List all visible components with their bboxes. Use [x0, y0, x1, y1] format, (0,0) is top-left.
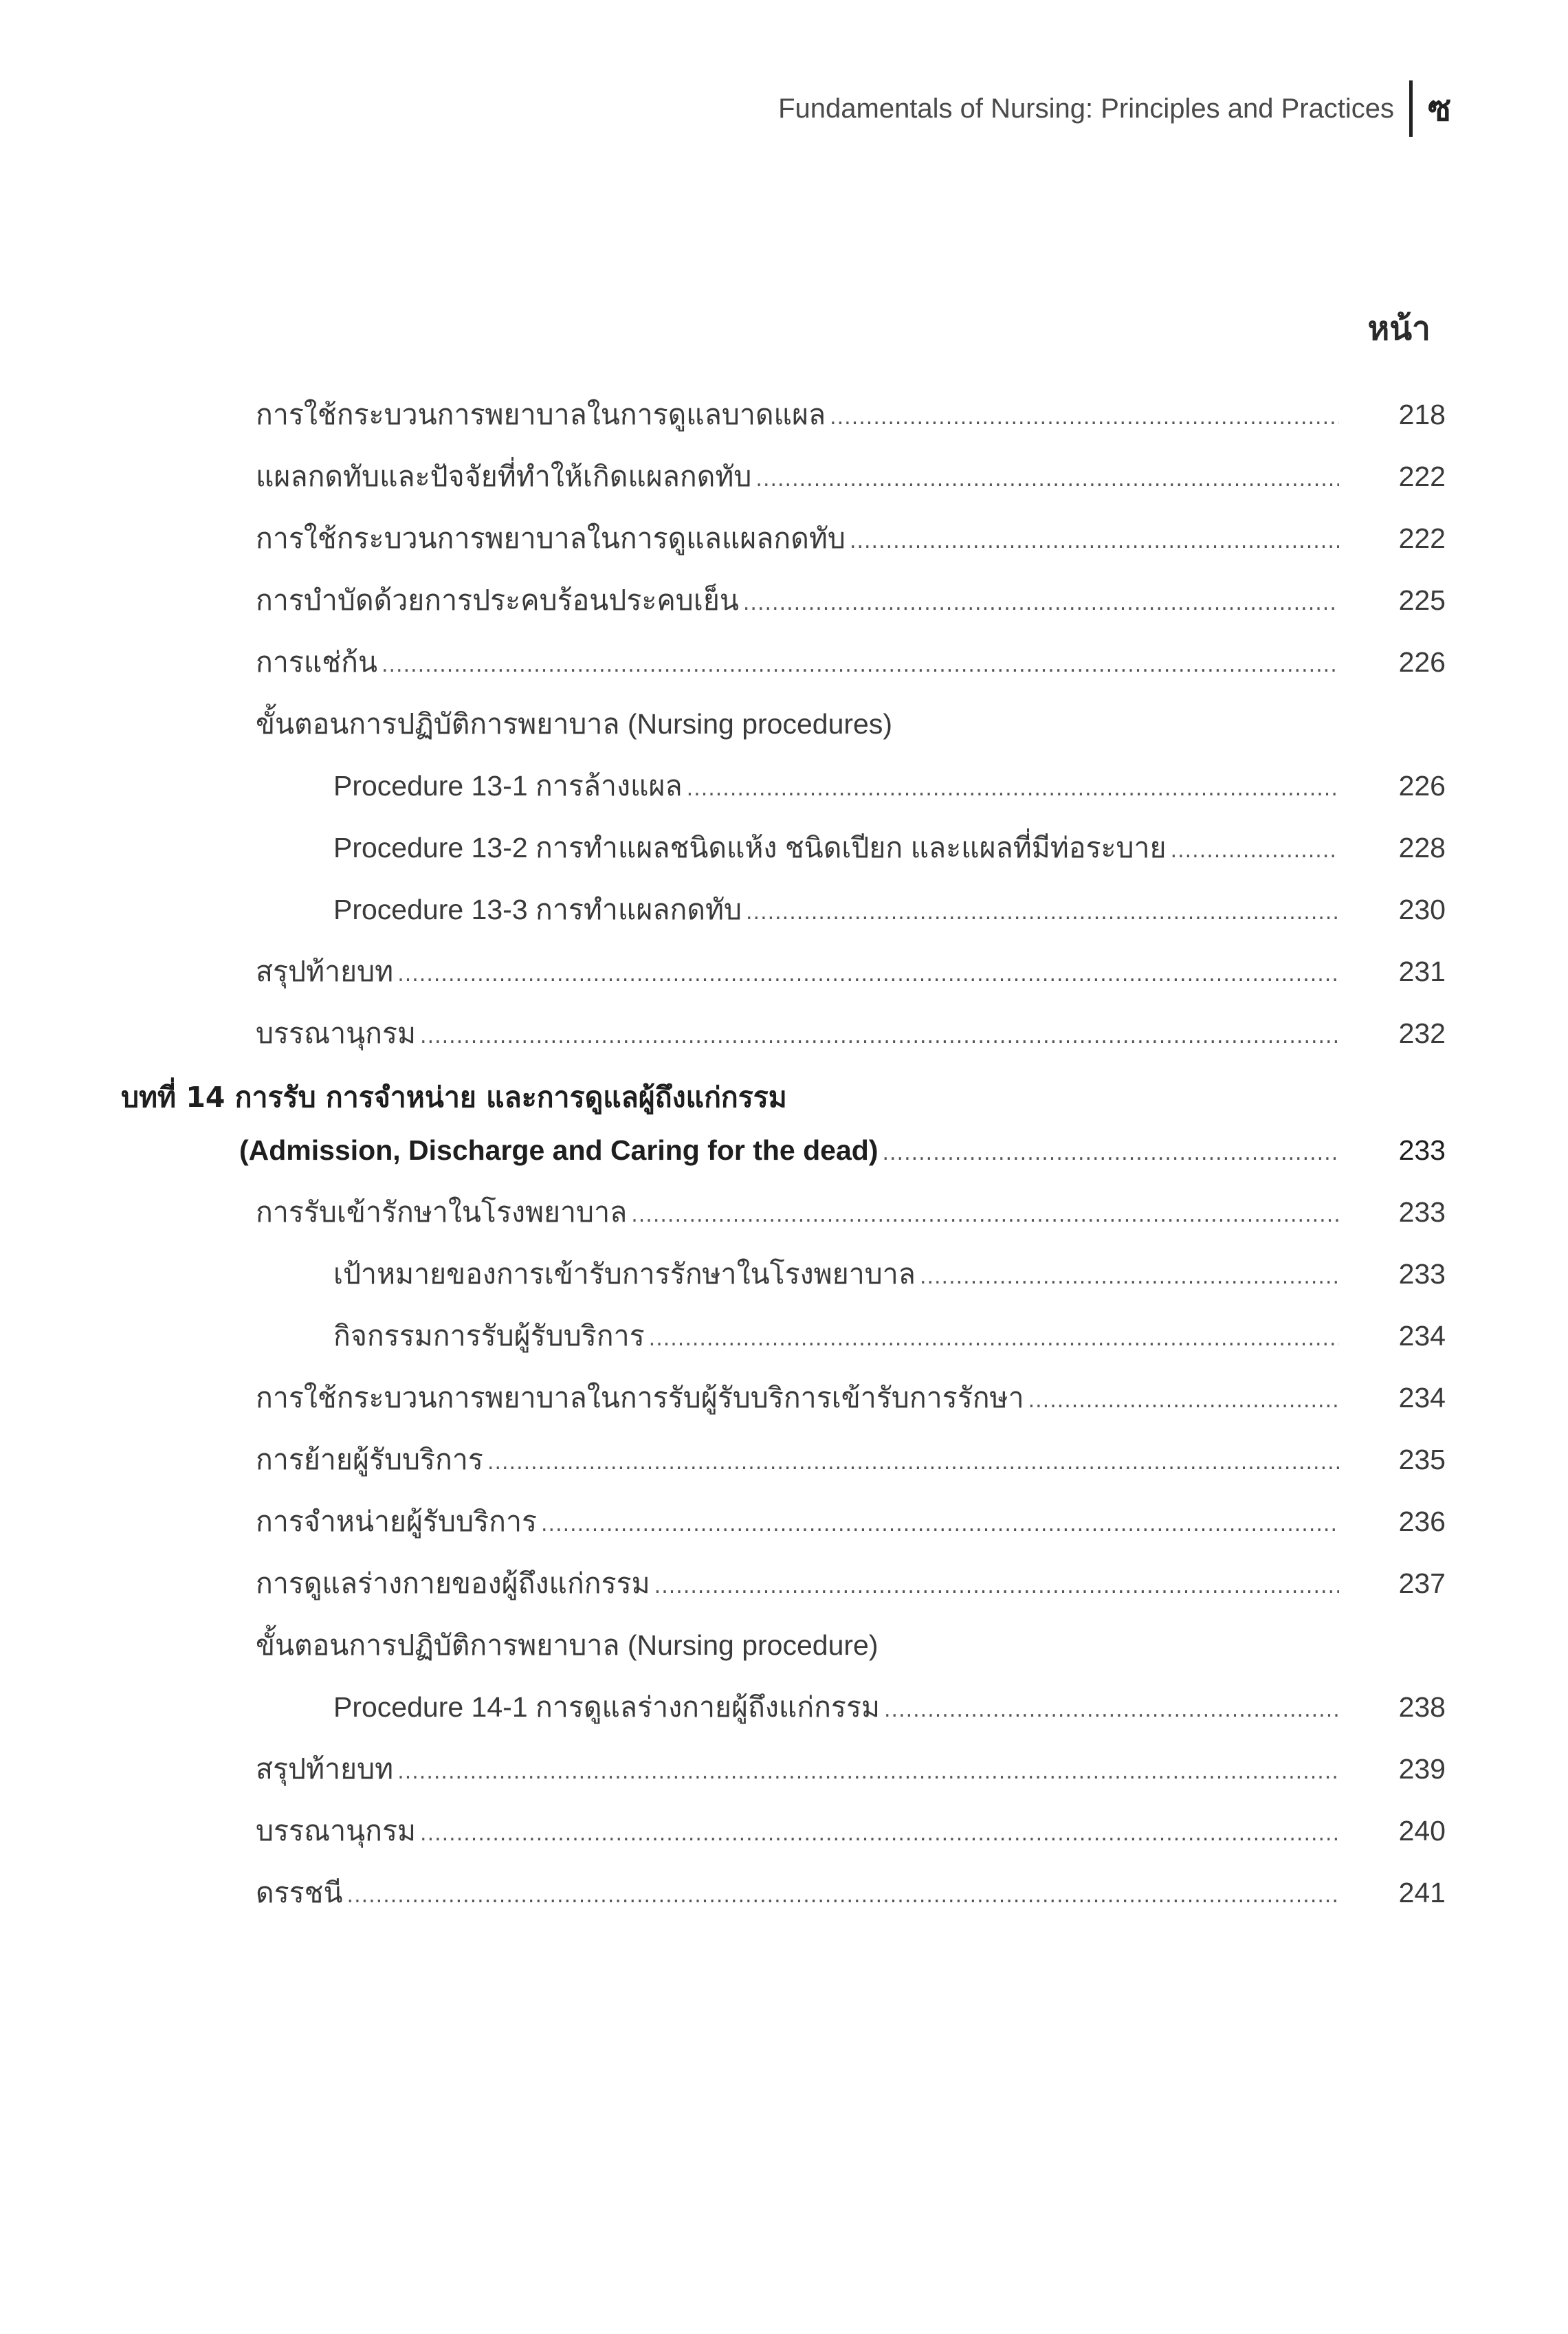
toc-entry: [256, 641, 1446, 686]
toc-entry-label: การใช้กระบวนการพยาบาลในการดูแลแผลกดทับ: [256, 522, 846, 555]
dot-leader: [649, 1319, 1339, 1360]
toc-entry-label: เป้าหมายของการเข้ารับการรักษาในโรงพยาบาล: [333, 1257, 916, 1290]
toc-entry-label: สรุปท้ายบท: [256, 955, 394, 988]
toc-entry-page: 234: [1398, 1382, 1446, 1413]
dot-leader: [631, 1195, 1339, 1236]
chapter-subtitle-entry: [239, 1130, 1446, 1174]
toc-entry: [333, 765, 1446, 810]
toc-entry-label: ดรรชนี: [256, 1876, 343, 1909]
toc-entry: [333, 1686, 1446, 1731]
toc-entry: [256, 1013, 1446, 1057]
toc-entry-label: ขั้นตอนการปฏิบัติการพยาบาล (Nursing procedures): [256, 708, 893, 740]
toc-entry: [256, 1872, 1446, 1917]
toc-entry-page: 239: [1398, 1753, 1446, 1785]
dot-leader: [397, 1752, 1339, 1793]
toc-entry-label: บรรณานุกรม: [256, 1017, 417, 1050]
toc-entry: [256, 456, 1446, 500]
toc-entry-page: 233: [1398, 1196, 1446, 1228]
toc-entry-page: 236: [1398, 1506, 1446, 1537]
toc-entry-page: 225: [1398, 584, 1446, 616]
running-header: [778, 81, 1451, 136]
dot-leader: [397, 954, 1339, 995]
toc-entry-label: แผลกดทับและปัจจัยที่ทำให้เกิดแผลกดทับ: [256, 460, 752, 493]
dot-leader: [743, 583, 1339, 624]
toc-entry: [256, 1563, 1446, 1607]
toc-entry: [256, 1439, 1446, 1484]
toc-entry-label: Procedure 13-1 การล้างแผล: [333, 770, 683, 802]
toc-entry: [256, 951, 1446, 995]
dot-leader: [420, 1814, 1339, 1855]
dot-leader: [687, 769, 1339, 810]
chapter-subtitle: (Admission, Discharge and Caring for the dead): [239, 1134, 879, 1166]
toc-entry: [333, 889, 1446, 934]
dot-leader: [755, 459, 1339, 500]
toc-entry-page: 240: [1398, 1815, 1446, 1847]
toc-entry-label: บรรณานุกรม: [256, 1814, 417, 1847]
toc-entry: [333, 827, 1446, 872]
toc-entry-page: 232: [1398, 1017, 1446, 1049]
chapter-title: บทที่ 14 การรับ การจำหน่าย และการดูแลผู้ถึงแก่กรรม: [121, 1081, 787, 1114]
toc-entry: [333, 1315, 1446, 1360]
dot-leader: [830, 397, 1339, 439]
toc-entry-label: การแช่ก้น: [256, 646, 377, 679]
dot-leader: [920, 1257, 1339, 1298]
toc-entry-label: สรุปท้ายบท: [256, 1752, 394, 1785]
toc-entry-label: การบำบัดด้วยการประคบร้อนประคบเย็น: [256, 584, 739, 617]
toc-entry: [256, 1377, 1446, 1422]
toc-entry-label: Procedure 14-1 การดูแลร่างกายผู้ถึงแก่กรรม: [333, 1691, 880, 1723]
toc-entry-page: 222: [1398, 461, 1446, 492]
toc-entry-label: ขั้นตอนการปฏิบัติการพยาบาล (Nursing procedure): [256, 1629, 879, 1661]
dot-leader: [382, 645, 1339, 686]
toc-entry: [256, 1748, 1446, 1793]
dot-leader: [882, 1133, 1339, 1174]
toc-entry: [333, 1253, 1446, 1298]
toc-entry: [256, 1501, 1446, 1545]
page-number-letter: ซ: [1428, 88, 1451, 129]
toc-section-heading: [256, 703, 1339, 745]
toc-entry-page: 222: [1398, 522, 1446, 554]
dot-leader: [1028, 1380, 1339, 1422]
toc-entry-page: 234: [1398, 1320, 1446, 1352]
book-title: Fundamentals of Nursing: Principles and Practices: [778, 93, 1395, 124]
toc-entry-label: การดูแลร่างกายของผู้ถึงแก่กรรม: [256, 1567, 650, 1600]
toc-entry-page: 233: [1398, 1134, 1446, 1166]
dot-leader: [884, 1690, 1339, 1731]
toc-entry-page: 218: [1398, 399, 1446, 430]
toc-section-heading: [256, 1625, 1339, 1666]
toc-entry-page: 235: [1398, 1444, 1446, 1475]
toc-entry-page: 231: [1398, 956, 1446, 987]
toc-entry-page: 228: [1398, 832, 1446, 863]
toc-entry-page: 237: [1398, 1567, 1446, 1599]
toc-entry: [256, 1810, 1446, 1855]
toc-entry-page: 230: [1398, 894, 1446, 925]
dot-leader: [487, 1442, 1339, 1484]
toc-entry-page: 226: [1398, 770, 1446, 802]
toc-entry: [256, 580, 1446, 624]
header-divider: [1409, 80, 1413, 137]
toc-entry-label: กิจกรรมการรับผู้รับบริการ: [333, 1319, 645, 1352]
page-column-heading: หน้า: [1367, 309, 1431, 348]
dot-leader: [746, 892, 1339, 934]
toc-entry-label: การใช้กระบวนการพยาบาลในการดูแลบาดแผล: [256, 398, 826, 431]
dot-leader: [850, 521, 1339, 562]
toc-entry: [256, 1191, 1446, 1236]
toc-entry-label: Procedure 13-2 การทำแผลชนิดแห้ง ชนิดเปียก และแผลที่มีท่อระบาย: [333, 832, 1167, 863]
toc-entry-page: 241: [1398, 1877, 1446, 1908]
toc-entry-label: การใช้กระบวนการพยาบาลในการรับผู้รับบริการเข้ารับการรักษา: [256, 1381, 1024, 1414]
toc-entry-page: 238: [1398, 1691, 1446, 1723]
dot-leader: [420, 1016, 1339, 1057]
dot-leader: [1171, 830, 1339, 872]
toc-entry: [256, 394, 1446, 439]
toc-entry-label: การรับเข้ารักษาในโรงพยาบาล: [256, 1196, 628, 1229]
dot-leader: [541, 1504, 1339, 1545]
toc-entry: [256, 518, 1446, 562]
toc-entry-label: การจำหน่ายผู้รับบริการ: [256, 1505, 537, 1538]
toc-entry-label: Procedure 13-3 การทำแผลกดทับ: [333, 894, 742, 925]
dot-leader: [654, 1566, 1339, 1607]
toc-entry-label: การย้ายผู้รับบริการ: [256, 1443, 483, 1476]
toc-entry-page: 226: [1398, 646, 1446, 678]
dot-leader: [347, 1875, 1339, 1917]
toc-entry-page: 233: [1398, 1258, 1446, 1290]
